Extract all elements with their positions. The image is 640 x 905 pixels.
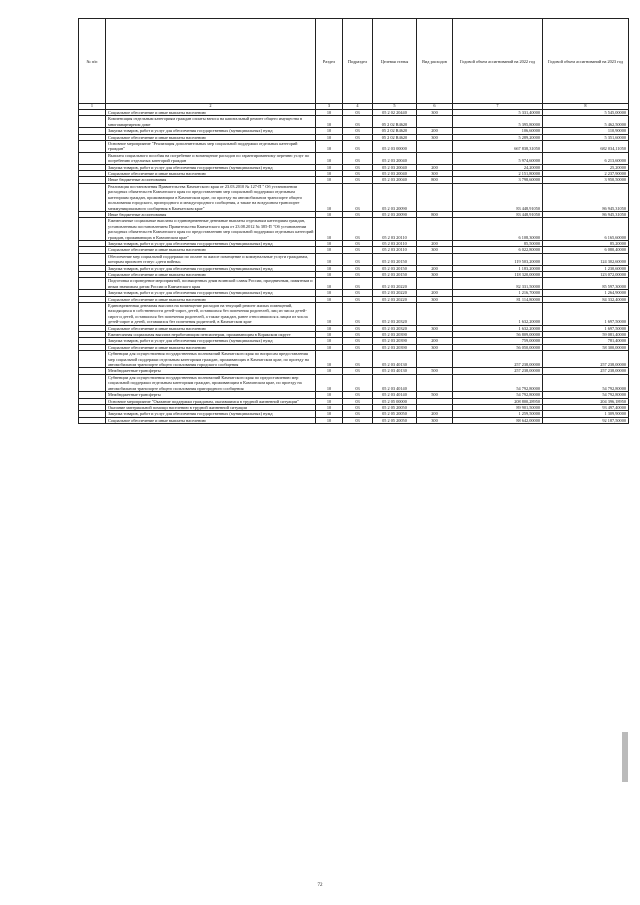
cell-amount-2022: 82 331,50000 bbox=[453, 278, 543, 290]
cell-num bbox=[79, 374, 106, 391]
cell-name: Основное мероприятие "Оказание поддержки гражданам, оказавшимся в трудной жизненной ситуации" bbox=[106, 398, 316, 404]
cell-num bbox=[79, 218, 106, 241]
cell-amount-2023: 6 080,40000 bbox=[543, 247, 629, 253]
cell-section: 10 bbox=[316, 338, 343, 344]
cell-section: 10 bbox=[316, 278, 343, 290]
cell-target: 05 2 05 20050 bbox=[373, 411, 417, 417]
cell-amount-2022: 2 151,80000 bbox=[453, 171, 543, 177]
cell-amount-2023: 257 238,00000 bbox=[543, 351, 629, 368]
cell-target: 05 2 03 20150 bbox=[373, 265, 417, 271]
cell-subsection: 03 bbox=[343, 271, 373, 277]
cell-amount-2023: 1 230,60000 bbox=[543, 265, 629, 271]
cell-expense-type bbox=[417, 152, 453, 164]
cell-expense-type: 800 bbox=[417, 177, 453, 183]
cell-amount-2022: 5 331,40000 bbox=[453, 110, 543, 116]
cell-target: 05 2 03 20040 bbox=[373, 152, 417, 164]
cell-subsection: 03 bbox=[343, 110, 373, 116]
cell-target: 05 2 03 20150 bbox=[373, 253, 417, 265]
cell-amount-2023: 5 462,50000 bbox=[543, 116, 629, 128]
cell-amount-2023: 92 187,50000 bbox=[543, 417, 629, 423]
cell-amount-2023: 257 238,00000 bbox=[543, 368, 629, 374]
cell-amount-2022: 257 238,00000 bbox=[453, 368, 543, 374]
col-number: 7 bbox=[453, 104, 543, 110]
header-expense-type: Вид расходов bbox=[417, 19, 453, 104]
cell-name: Закупка товаров, работ и услуг для обеспечения государственных (муниципальных) нужд bbox=[106, 411, 316, 417]
cell-name: Обеспечение мер социальной поддержки по оплате за жилое помещение и коммунальные услуги гражданам, которым присвоен статус «дети войны» bbox=[106, 253, 316, 265]
cell-expense-type: 300 bbox=[417, 296, 453, 302]
cell-expense-type: 300 bbox=[417, 171, 453, 177]
cell-num bbox=[79, 278, 106, 290]
cell-section: 10 bbox=[316, 247, 343, 253]
cell-subsection: 03 bbox=[343, 368, 373, 374]
cell-section: 10 bbox=[316, 134, 343, 140]
table-row bbox=[79, 141, 629, 153]
cell-amount-2022: 119 503,20000 bbox=[453, 253, 543, 265]
cell-amount-2022: 83 448,91050 bbox=[453, 211, 543, 217]
cell-amount-2022: 6 022,80000 bbox=[453, 247, 543, 253]
cell-subsection: 03 bbox=[343, 116, 373, 128]
cell-name: Закупка товаров, работ и услуг для обеспечения государственных (муниципальных) нужд bbox=[106, 128, 316, 134]
cell-amount-2022: 106,60000 bbox=[453, 128, 543, 134]
cell-target: 05 2 02 20440 bbox=[373, 110, 417, 116]
cell-amount-2023: 124 302,60000 bbox=[543, 253, 629, 265]
cell-amount-2022: 1 632,20000 bbox=[453, 325, 543, 331]
cell-amount-2023: 93 497,40000 bbox=[543, 404, 629, 410]
cell-amount-2022: 257 238,00000 bbox=[453, 351, 543, 368]
cell-amount-2022: 81 114,80000 bbox=[453, 296, 543, 302]
cell-subsection: 03 bbox=[343, 332, 373, 338]
cell-subsection: 03 bbox=[343, 344, 373, 350]
table-row bbox=[79, 303, 629, 326]
cell-section: 10 bbox=[316, 290, 343, 296]
cell-expense-type bbox=[417, 278, 453, 290]
cell-amount-2022: 83 448,91050 bbox=[453, 183, 543, 211]
cell-num bbox=[79, 152, 106, 164]
cell-subsection: 03 bbox=[343, 278, 373, 290]
cell-num bbox=[79, 183, 106, 211]
cell-amount-2023: 5 351,60000 bbox=[543, 134, 629, 140]
cell-expense-type: 200 bbox=[417, 164, 453, 170]
cell-subsection: 03 bbox=[343, 253, 373, 265]
cell-num bbox=[79, 253, 106, 265]
cell-target: 05 2 03 20040 bbox=[373, 164, 417, 170]
cell-expense-type: 200 bbox=[417, 411, 453, 417]
cell-target: 05 2 03 20390 bbox=[373, 344, 417, 350]
header-num: № п/п bbox=[79, 19, 106, 104]
cell-section: 10 bbox=[316, 128, 343, 134]
cell-name: Социальное обеспечение и иные выплаты населению bbox=[106, 271, 316, 277]
cell-section: 10 bbox=[316, 211, 343, 217]
cell-subsection: 03 bbox=[343, 296, 373, 302]
cell-name: Закупка товаров, работ и услуг для обеспечения государственных (муниципальных) нужд bbox=[106, 240, 316, 246]
cell-section: 10 bbox=[316, 110, 343, 116]
col-number: 8 bbox=[543, 104, 629, 110]
table-header-row bbox=[79, 19, 629, 104]
cell-amount-2023: 204 396,18950 bbox=[543, 398, 629, 404]
cell-section: 10 bbox=[316, 183, 343, 211]
cell-num bbox=[79, 116, 106, 128]
cell-expense-type: 500 bbox=[417, 368, 453, 374]
cell-section: 10 bbox=[316, 404, 343, 410]
cell-name: Субвенции для осуществления государственных полномочий Камчатского края по вопросам предоставления мер социальной поддержки отдельным категориям граждан, проживающих в Камчатском крае, по проезду на автомобильном транспорте общего пользования городского сообщения bbox=[106, 351, 316, 368]
cell-name: Социальное обеспечение и иные выплаты населению bbox=[106, 171, 316, 177]
cell-amount-2022: 118 320,00000 bbox=[453, 271, 543, 277]
budget-table-page bbox=[78, 18, 628, 424]
cell-amount-2023: 58 300,00000 bbox=[543, 344, 629, 350]
cell-amount-2023: 110,90000 bbox=[543, 128, 629, 134]
cell-section: 10 bbox=[316, 152, 343, 164]
cell-section: 10 bbox=[316, 271, 343, 277]
cell-expense-type: 300 bbox=[417, 344, 453, 350]
cell-section: 10 bbox=[316, 171, 343, 177]
cell-target: 05 2 03 20220 bbox=[373, 278, 417, 290]
cell-subsection: 03 bbox=[343, 338, 373, 344]
header-target: Целевая статья bbox=[373, 19, 417, 104]
cell-subsection: 03 bbox=[343, 211, 373, 217]
cell-section: 10 bbox=[316, 374, 343, 391]
cell-amount-2022: 5 974,60000 bbox=[453, 152, 543, 164]
cell-target: 05 2 02 R4620 bbox=[373, 134, 417, 140]
cell-target: 05 2 03 20150 bbox=[373, 271, 417, 277]
col-number: 3 bbox=[316, 104, 343, 110]
table-row bbox=[79, 417, 629, 423]
table-row bbox=[79, 116, 629, 128]
cell-section: 10 bbox=[316, 253, 343, 265]
cell-subsection: 03 bbox=[343, 218, 373, 241]
cell-name: Основное мероприятие "Реализация дополнительных мер социальной поддержки отдельных категорий граждан" bbox=[106, 141, 316, 153]
cell-name: Оказание материальной помощи населению в трудной жизненной ситуации bbox=[106, 404, 316, 410]
cell-target: 05 2 03 20220 bbox=[373, 290, 417, 296]
cell-target: 05 2 03 20110 bbox=[373, 218, 417, 241]
header-section: Раздел bbox=[316, 19, 343, 104]
cell-amount-2022: 1 216,70000 bbox=[453, 290, 543, 296]
cell-subsection: 03 bbox=[343, 303, 373, 326]
cell-name: Межбюджетные трансферты bbox=[106, 368, 316, 374]
cell-subsection: 03 bbox=[343, 374, 373, 391]
cell-amount-2022: 24,20000 bbox=[453, 164, 543, 170]
cell-target: 05 2 03 40130 bbox=[373, 368, 417, 374]
cell-section: 10 bbox=[316, 296, 343, 302]
cell-name: Социальное обеспечение и иные выплаты населению bbox=[106, 110, 316, 116]
cell-amount-2022: 1 259,50000 bbox=[453, 411, 543, 417]
cell-amount-2023: 781,40000 bbox=[543, 338, 629, 344]
cell-target: 05 2 03 20390 bbox=[373, 332, 417, 338]
cell-expense-type: 200 bbox=[417, 338, 453, 344]
cell-section: 10 bbox=[316, 325, 343, 331]
cell-section: 10 bbox=[316, 344, 343, 350]
cell-expense-type: 800 bbox=[417, 211, 453, 217]
cell-expense-type bbox=[417, 374, 453, 391]
cell-subsection: 03 bbox=[343, 411, 373, 417]
cell-amount-2023: 6 165,60000 bbox=[543, 218, 629, 241]
cell-name: Ежемесячные социальные выплаты и единовременные денежные выплаты отдельным категориям граждан, установленным постановлением Правительства Камчатского края от 23.08.2012 № 385-П "Об установлении расходных обязательств Камчатского края по предоставлению мер социальной поддержки отдельных категорий граждан, проживающих в Камчатском крае" bbox=[106, 218, 316, 241]
cell-amount-2023: 3 950,50000 bbox=[543, 177, 629, 183]
cell-amount-2022: 54 792,80000 bbox=[453, 392, 543, 398]
cell-expense-type: 300 bbox=[417, 417, 453, 423]
cell-expense-type: 300 bbox=[417, 325, 453, 331]
cell-section: 10 bbox=[316, 303, 343, 326]
cell-expense-type: 300 bbox=[417, 134, 453, 140]
cell-amount-2022: 54 792,80000 bbox=[453, 374, 543, 391]
cell-subsection: 03 bbox=[343, 392, 373, 398]
cell-num bbox=[79, 303, 106, 326]
cell-section: 10 bbox=[316, 411, 343, 417]
cell-name: Закупка товаров, работ и услуг для обеспечения государственных (муниципальных) нужд bbox=[106, 164, 316, 170]
cell-expense-type: 300 bbox=[417, 110, 453, 116]
cell-target: 05 2 03 20110 bbox=[373, 240, 417, 246]
header-2023: Годовой объем ассигнований на 2023 год bbox=[543, 19, 629, 104]
cell-name: Социальное обеспечение и иные выплаты населению bbox=[106, 296, 316, 302]
cell-subsection: 03 bbox=[343, 351, 373, 368]
header-2022: Годовой объем ассигнований на 2022 год bbox=[453, 19, 543, 104]
cell-name: Социальное обеспечение и иные выплаты населению bbox=[106, 344, 316, 350]
cell-amount-2022: 56 809,00000 bbox=[453, 332, 543, 338]
cell-section: 10 bbox=[316, 392, 343, 398]
cell-target: 05 2 03 20110 bbox=[373, 247, 417, 253]
cell-amount-2023: 1 309,90000 bbox=[543, 411, 629, 417]
cell-name: Социальное обеспечение и иные выплаты населению bbox=[106, 417, 316, 423]
scan-margin-mark bbox=[622, 732, 628, 782]
cell-target: 05 2 05 20050 bbox=[373, 417, 417, 423]
cell-name: Межбюджетные трансферты bbox=[106, 392, 316, 398]
cell-target: 05 2 03 20390 bbox=[373, 338, 417, 344]
cell-name: Иные бюджетные ассигнования bbox=[106, 211, 316, 217]
cell-amount-2022: 667 838,31050 bbox=[453, 141, 543, 153]
header-name bbox=[106, 19, 316, 104]
cell-section: 10 bbox=[316, 164, 343, 170]
col-number: 1 bbox=[79, 104, 106, 110]
table-row bbox=[79, 152, 629, 164]
cell-num bbox=[79, 141, 106, 153]
cell-expense-type: 200 bbox=[417, 128, 453, 134]
cell-expense-type bbox=[417, 116, 453, 128]
cell-target: 05 2 03 20090 bbox=[373, 211, 417, 217]
cell-name: Подготовка и проведение мероприятий, посвященных дням воинской славы России, праздничным, памятным и иным значимым датам России и Камчатского края bbox=[106, 278, 316, 290]
cell-amount-2023: 25,20000 bbox=[543, 164, 629, 170]
cell-name: Единовременная денежная выплата на возмещение расходов на текущий ремонт жилых помещений, находящихся в собственности детей-сирот, детей, оставшихся без попечения родителей, лиц из числа детей-сирот и детей, оставшихся без попечения родителей, а также граждан, ранее относившихся к лицам из числа детей-сирот и детей, оставшихся без попечения родителей, в Камчатском крае bbox=[106, 303, 316, 326]
cell-section: 10 bbox=[316, 177, 343, 183]
cell-subsection: 03 bbox=[343, 177, 373, 183]
cell-expense-type: 500 bbox=[417, 392, 453, 398]
cell-subsection: 03 bbox=[343, 152, 373, 164]
cell-target: 05 2 03 20040 bbox=[373, 171, 417, 177]
table-row bbox=[79, 374, 629, 391]
cell-section: 10 bbox=[316, 240, 343, 246]
cell-target: 05 2 02 R4620 bbox=[373, 128, 417, 134]
cell-subsection: 03 bbox=[343, 398, 373, 404]
table-row bbox=[79, 351, 629, 368]
cell-amount-2022: 6 108,30000 bbox=[453, 218, 543, 241]
cell-amount-2023: 86 945,31050 bbox=[543, 183, 629, 211]
cell-amount-2023: 1 264,90000 bbox=[543, 290, 629, 296]
cell-amount-2023: 54 792,80000 bbox=[543, 374, 629, 391]
col-number: 5 bbox=[373, 104, 417, 110]
cell-subsection: 03 bbox=[343, 417, 373, 423]
cell-target: 05 2 03 20090 bbox=[373, 183, 417, 211]
cell-target: 05 2 03 20040 bbox=[373, 177, 417, 183]
cell-name: Иные бюджетные ассигнования bbox=[106, 177, 316, 183]
cell-subsection: 03 bbox=[343, 240, 373, 246]
cell-target: 05 2 03 00000 bbox=[373, 141, 417, 153]
cell-subsection: 03 bbox=[343, 128, 373, 134]
cell-name: Закупка товаров, работ и услуг для обеспечения государственных (муниципальных) нужд bbox=[106, 290, 316, 296]
cell-amount-2023: 59 081,40000 bbox=[543, 332, 629, 338]
cell-amount-2023: 86 945,31050 bbox=[543, 211, 629, 217]
cell-amount-2023: 123 072,00000 bbox=[543, 271, 629, 277]
cell-amount-2022: 1 632,20000 bbox=[453, 303, 543, 326]
cell-target: 05 2 05 20050 bbox=[373, 404, 417, 410]
cell-expense-type: 300 bbox=[417, 271, 453, 277]
cell-name: Компенсация отдельным категориям граждан оплаты взноса на капитальный ремонт общего имущества в многоквартирном доме bbox=[106, 116, 316, 128]
cell-section: 10 bbox=[316, 417, 343, 423]
cell-name: Социальное обеспечение и иные выплаты населению bbox=[106, 247, 316, 253]
col-number: 2 bbox=[106, 104, 316, 110]
cell-amount-2022: 759,00000 bbox=[453, 338, 543, 344]
cell-amount-2023: 5 545,00000 bbox=[543, 110, 629, 116]
cell-subsection: 03 bbox=[343, 247, 373, 253]
cell-expense-type bbox=[417, 141, 453, 153]
cell-num bbox=[79, 351, 106, 368]
cell-section: 10 bbox=[316, 116, 343, 128]
cell-target: 05 2 03 40140 bbox=[373, 392, 417, 398]
cell-section: 10 bbox=[316, 368, 343, 374]
cell-section: 10 bbox=[316, 332, 343, 338]
cell-target: 05 2 03 40130 bbox=[373, 351, 417, 368]
cell-subsection: 03 bbox=[343, 141, 373, 153]
cell-name: Реализация постановления Правительства Камчатского края от 23.03.2010 № 127-П " Об установлении расходных обязательств Камчатского края по предоставлению мер социальной поддержки отдельным категориям граждан, проживающим в Камчатском крае, по проезду на автомобильном транспорте общего пользования городского, пригородного и междугородного сообщения, а также на воздушном транспорте межмуниципального сообщения в Камчатском крае" bbox=[106, 183, 316, 211]
cell-name: Социальное обеспечение и иные выплаты населению bbox=[106, 134, 316, 140]
cell-expense-type bbox=[417, 253, 453, 265]
cell-section: 10 bbox=[316, 265, 343, 271]
table-body bbox=[79, 110, 629, 424]
table-row bbox=[79, 218, 629, 241]
cell-expense-type bbox=[417, 303, 453, 326]
budget-table bbox=[78, 18, 629, 424]
cell-name: Субвенции для осуществления государственных полномочий Камчатского края по предоставлению мер социальной поддержки отдельным категориям граждан, проживающим в Камчатском крае, по проезду на автомобильном транспорте общего пользования пригородного сообщения bbox=[106, 374, 316, 391]
cell-amount-2022: 89 901,50000 bbox=[453, 404, 543, 410]
cell-amount-2023: 84 332,40000 bbox=[543, 296, 629, 302]
cell-expense-type bbox=[417, 183, 453, 211]
cell-expense-type: 200 bbox=[417, 265, 453, 271]
cell-amount-2022: 85,50000 bbox=[453, 240, 543, 246]
cell-amount-2023: 682 034,11050 bbox=[543, 141, 629, 153]
cell-section: 10 bbox=[316, 351, 343, 368]
cell-num bbox=[79, 417, 106, 423]
cell-subsection: 03 bbox=[343, 183, 373, 211]
cell-subsection: 03 bbox=[343, 404, 373, 410]
cell-name: Закупка товаров, работ и услуг для обеспечения государственных (муниципальных) нужд bbox=[106, 265, 316, 271]
cell-target: 05 2 02 R4620 bbox=[373, 116, 417, 128]
cell-name: Ежемесячная социальная выплата неработающим пенсионерам, проживающим в Корякском округе bbox=[106, 332, 316, 338]
table-row bbox=[79, 253, 629, 265]
cell-expense-type: 200 bbox=[417, 290, 453, 296]
cell-amount-2022: 3 798,60000 bbox=[453, 177, 543, 183]
cell-expense-type bbox=[417, 351, 453, 368]
col-number: 6 bbox=[417, 104, 453, 110]
cell-subsection: 03 bbox=[343, 290, 373, 296]
table-row bbox=[79, 278, 629, 290]
cell-target: 05 2 03 20320 bbox=[373, 303, 417, 326]
cell-amount-2023: 85 597,30000 bbox=[543, 278, 629, 290]
cell-subsection: 03 bbox=[343, 265, 373, 271]
cell-amount-2022: 5 289,20000 bbox=[453, 134, 543, 140]
header-subsection: Подраздел bbox=[343, 19, 373, 104]
cell-amount-2023: 2 237,90000 bbox=[543, 171, 629, 177]
cell-target: 05 2 03 40140 bbox=[373, 374, 417, 391]
cell-section: 10 bbox=[316, 398, 343, 404]
cell-subsection: 03 bbox=[343, 171, 373, 177]
cell-target: 05 2 03 20220 bbox=[373, 296, 417, 302]
cell-expense-type: 300 bbox=[417, 247, 453, 253]
cell-subsection: 03 bbox=[343, 134, 373, 140]
cell-amount-2023: 54 792,80000 bbox=[543, 392, 629, 398]
cell-amount-2022: 5 395,80000 bbox=[453, 116, 543, 128]
cell-expense-type: 200 bbox=[417, 240, 453, 246]
cell-amount-2023: 85,20000 bbox=[543, 240, 629, 246]
cell-amount-2022: 56 050,00000 bbox=[453, 344, 543, 350]
cell-amount-2022: 1 183,20000 bbox=[453, 265, 543, 271]
cell-subsection: 03 bbox=[343, 164, 373, 170]
cell-target: 05 2 03 20320 bbox=[373, 325, 417, 331]
cell-amount-2023: 6 213,60000 bbox=[543, 152, 629, 164]
cell-name: Социальное обеспечение и иные выплаты населению bbox=[106, 325, 316, 331]
cell-name: Выплата социального пособия на погребение и возмещение расходов по гарантированному перечню услуг по погребению отдельных категорий граждан bbox=[106, 152, 316, 164]
cell-amount-2023: 1 697,50000 bbox=[543, 303, 629, 326]
cell-target: 05 2 05 00000 bbox=[373, 398, 417, 404]
cell-amount-2022: 208 800,28950 bbox=[453, 398, 543, 404]
col-number: 4 bbox=[343, 104, 373, 110]
cell-expense-type bbox=[417, 218, 453, 241]
cell-subsection: 03 bbox=[343, 325, 373, 331]
cell-amount-2022: 88 642,00000 bbox=[453, 417, 543, 423]
cell-name: Закупка товаров, работ и услуг для обеспечения государственных (муниципальных) нужд bbox=[106, 338, 316, 344]
cell-section: 10 bbox=[316, 218, 343, 241]
page-number: 72 bbox=[317, 883, 323, 888]
cell-amount-2023: 1 697,50000 bbox=[543, 325, 629, 331]
cell-section: 10 bbox=[316, 141, 343, 153]
table-row bbox=[79, 183, 629, 211]
